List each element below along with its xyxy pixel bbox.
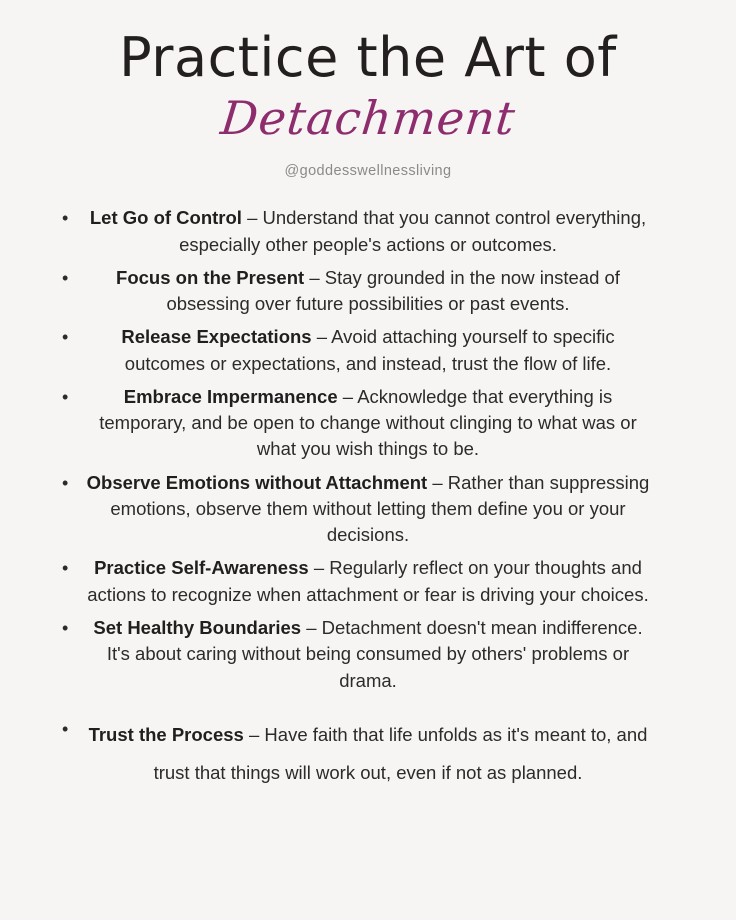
list-item-lead: Trust the Process (88, 723, 244, 745)
list-item-dash: – (432, 471, 443, 493)
page-title: Practice the Art of (119, 26, 617, 89)
list-item-text: Rather than suppressing emotions, observe them without letting them define you or your decisions. (110, 471, 650, 546)
list-item-lead: Release Expectations (121, 326, 312, 348)
bullet-icon: • (62, 267, 69, 288)
list-item-lead: Embrace Impermanence (123, 385, 338, 407)
list-item (62, 716, 658, 792)
bullet-icon: • (62, 386, 69, 407)
tips-list (62, 205, 658, 798)
list-item-lead: Let Go of Control (89, 207, 242, 229)
bullet-icon: • (62, 472, 69, 493)
bullet-icon: • (62, 558, 69, 579)
list-item (62, 265, 658, 318)
list-item-dash: – (313, 557, 325, 579)
bullet-icon: • (62, 718, 69, 739)
list-item-dash: – (309, 266, 320, 288)
list-item-text: Have faith that life unfolds as it's meant to, and trust that things will work out, even if not as planned. (153, 723, 648, 783)
list-item-text: Stay grounded in the now instead of obsessing over future possibilities or past events. (166, 266, 620, 315)
list-item-lead: Set Healthy Boundaries (93, 617, 302, 638)
list-item-lead: Focus on the Present (116, 266, 305, 288)
bullet-icon: • (62, 617, 69, 638)
list-item (62, 324, 658, 377)
author-handle: @goddesswellnessliving (284, 163, 452, 180)
list-item-dash: – (247, 207, 258, 229)
list-item (62, 384, 658, 463)
bullet-icon: • (62, 208, 69, 229)
list-item (62, 205, 658, 258)
list-item-text: Understand that you cannot control everything, especially other people's actions or outcomes. (179, 207, 647, 255)
list-item (62, 470, 658, 549)
list-item-dash: – (342, 385, 354, 407)
list-item (62, 615, 658, 694)
list-item-text: Acknowledge that everything is temporary, and be open to change without clinging to what was or what you wish things to be. (99, 385, 637, 460)
page-title-script: Detachment (218, 90, 519, 145)
list-item-lead: Practice Self-Awareness (94, 557, 309, 579)
list-item-dash: – (316, 326, 328, 348)
bullet-icon: • (62, 327, 69, 348)
list-item-text: Detachment doesn't mean indifference. It's about caring without being consumed by others' problems or drama. (106, 617, 643, 691)
list-item-text: Regularly reflect on your thoughts and actions to recognize when attachment or fear is driving your choices. (87, 557, 649, 605)
list-item-dash: – (306, 617, 317, 638)
list-item-dash: – (248, 723, 260, 745)
list-item (62, 555, 658, 608)
list-item-text: Avoid attaching yourself to specific outcomes or expectations, and instead, trust the flow of life. (124, 326, 615, 374)
list-item-lead: Observe Emotions without Attachment (86, 471, 428, 493)
